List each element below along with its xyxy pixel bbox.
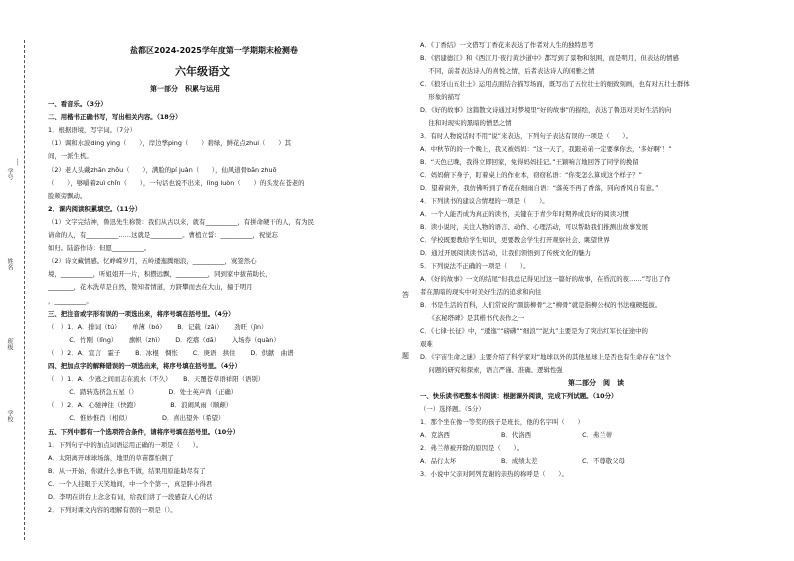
left-line: 三、把注音或字形有误的一项选出来，将序号填在括号里。（4分） — [48, 309, 235, 318]
fold-mark-1: 答 — [402, 291, 409, 299]
left-line: （1）调和水波ding ying（ ），岸边孳ping（ ）碧绿，鲜花点zhui（ ）其 — [48, 139, 291, 148]
right-column — [418, 0, 780, 561]
right-line: C．学校既要教给学生知识，更要教会学生打开观察社会、眺望世界 — [420, 236, 610, 244]
right-line: 不同，前者表达诗人的喜悦之情，后者表达诗人的闲雅之情 — [420, 67, 595, 75]
left-line: 脸颊旁飘动。 — [48, 191, 87, 200]
part2-heading: 第二部分 阅 读 — [568, 379, 624, 387]
right-line: 3．小说中父亲对阿列克谢的亲热的称呼是（ ）。 — [420, 470, 568, 478]
right-line: A．《丁香结》一文借写丁香花来表达了作者对人生的独特思考 — [420, 41, 594, 49]
right-line: D．《宇宙生命之谜》主要介绍了科学家对“地球以外的其他星球上是否也有生命存在”这个 — [420, 353, 672, 361]
left-line: 一、看音乐。（3分） — [48, 100, 107, 108]
binding-dashed-line — [24, 40, 25, 540]
right-line: 者在黑暗的现实中对美好生活的追求和向往 — [420, 288, 542, 296]
left-line: 1．根据语境，写字词。（7分） — [48, 126, 137, 135]
right-line: 5．下列说法不正确的一项是（ ）。 — [420, 262, 530, 270]
right-line: 1．那个坐在像一等奖的孩子是班长，他的名字叫（ ） — [420, 418, 584, 426]
right-line: 艰难 — [420, 340, 433, 348]
right-line: C．《七律·长征》中，“逶迤”“磅礴”“细浪”“泥丸”主要是为了突出红军长征途中的 — [420, 327, 648, 335]
right-line: 《玄秘塔碑》是其楷书代表作之一 — [420, 314, 525, 322]
left-line: D．李明在讲台上念念有词，给我们讲了一段感奋人心的话 — [48, 493, 213, 501]
class-label: 班级 — [6, 338, 13, 350]
binding-margin — [0, 0, 40, 561]
left-line: C．踏转选挤急五星（） D．处士英声尚（正确） — [48, 388, 238, 397]
right-line: 问题的研究和探索，语言严谨、准确、逻辑性强 — [420, 366, 563, 374]
right-line: B．“天色已晚，我得立即回家，免得妈妈挂记。”王颖响言地回答了同学的挽留 — [420, 158, 639, 166]
right-line: D．《好的故事》这篇散文诗通过对梦境里“好的故事”的描绘，表达了鲁迅对美好生活的向 — [420, 106, 672, 114]
right-line: A．《好的故事》一文的结尾“但我总记得见过这一篇好的故事，在昏沉的夜……”写出了作 — [420, 275, 671, 283]
subject-title: 六年级语文 — [175, 65, 230, 78]
left-line: ，__________。 — [48, 296, 93, 305]
left-line: （2）诗文藏情感。忆峥嵘岁月，五岭逶迤腾细浪，__________，寞签然心 — [48, 257, 257, 266]
left-line: 间，一派生机。 — [48, 152, 93, 161]
left-line: 1．下列句子中的加点词语运用正确的一项是（ ）。 — [48, 440, 203, 449]
left-line: 请命的人，有__________……这就是__________。曹植立誓：__________，祝觉忘 — [48, 231, 279, 239]
left-line: 四、把加点字的解释错误的一项选出来，将序号填在括号里。（4分） — [48, 362, 241, 370]
name-label: 姓名 — [6, 258, 13, 270]
left-line: C．竹刚（lǐng） 旗帜（zhì） D．疙瘩（dā） 入场券（quàn） — [48, 335, 280, 344]
right-line: 一、快乐读书吧整本书阅读：根据课外阅读，完成下列试题。（10分） — [420, 392, 618, 400]
left-line: C．一个人挂眼于天笑地间，中一个个第一，真是胖小得君 — [48, 479, 213, 488]
right-line: B．《宿建德江》和《西江月·夜行黄沙道中》都写到了景物和氛围，而是明月，但表达的情感 — [420, 54, 679, 62]
right-line: 往和对现实的黑暗的憎恶之情 — [420, 119, 512, 127]
left-line: （ ）2．A．宣言 霍子 B．冰棍 惆怅 C．庚语 拱住 D．供献 曲谱 — [48, 348, 294, 357]
left-line: （ ），够嚼着zuì chǐn（ ），一句话也说不出来，lìng luòn（ ）的头发在苍老的 — [48, 178, 305, 187]
left-line: （ ）1．A．少逃之间而志在流水（不久） B．天覆苍草语祥阳（语别） — [48, 375, 265, 384]
exam-title: 盐都区2024-2025学年度第一学期期末检测卷 — [130, 46, 298, 55]
right-line: A．品行太坏 B．成绩太差 C．不尊敬父母 — [420, 457, 625, 465]
right-line: 2．弗兰蒂被开除的原因是（ ）。 — [420, 444, 524, 452]
left-line: （1）文字完结神，鲁迅先生称赞：我们从古以来，就有__________，有拼命硬干的人，有为民 — [48, 217, 315, 226]
fold-mark-2: 题 — [402, 352, 409, 360]
left-line: 五、下列中都有一个选项符合条件，请将序号填在括号里。（10分） — [48, 427, 240, 436]
right-line: D．望着窗外，我仿佛听到了香花在细雨自语：“落英不再了香落，同向香风自有意。” — [420, 184, 659, 192]
right-line: 4．下列读书的建议合情理的一项是（ ）。 — [420, 197, 549, 205]
left-line: （ ）1．A．排词（tú） 单薄（bó） B．记载（zǎi） 劲旺（jìn） — [48, 322, 268, 331]
right-line: C．《狼牙山五壮士》运用点面结合描写场面，既写出了五位壮士的细致刻画，也有对五壮士群体 — [420, 80, 690, 88]
left-line: A．太阳离开球球场落，地里的草苗都怕荆了 — [48, 453, 174, 462]
left-line: 二、用楷书正确书写，写出相关内容。（18分） — [48, 113, 182, 122]
right-line: 形象的描写 — [420, 93, 461, 101]
left-line: （ ）2．A．心驰神往（快跑） B．浪闹风雨（顺颠） — [48, 401, 233, 410]
left-line: ________，花木洗草是自然，赞知者情道，方跻攀而去在大山，撞于明月 — [48, 283, 253, 292]
left-column — [40, 0, 395, 561]
left-line: C．惟妙惟肖（相似） D．喜出望外（希望） — [48, 414, 225, 423]
right-line: 3．有时人物说话时不用“说”来表达，下列句子表达有误的一项是（ ）。 — [420, 132, 632, 140]
right-line: B．读小说时，关注人物的语言、动作、心理活动，可以帮助我们推测出故事发展 — [420, 223, 649, 231]
left-line: B．从一开始，你就什么事也不做，结果用原能助尽有了 — [48, 466, 206, 475]
student-id-label: 学号 — [6, 168, 13, 180]
left-line: 2．下列对课文内容的理解有误的一项是（）。 — [48, 506, 177, 515]
right-line: A．一个人能否成为真正的读书，关键在于青少年时期养成良好的阅读习惯 — [420, 210, 629, 218]
right-line: C．妈妈俯下身子，盯着桌上的作业本，窃窃私语：“你变怎么算成这个样子？” — [420, 171, 642, 179]
left-line: 如归。陆游作诗：但愿__________。 — [48, 244, 151, 253]
right-line: A．克洛西 B．代洛西 C．弗兰蒂 — [420, 431, 613, 439]
name-blank: ┆ — [16, 159, 20, 166]
left-line: （2）老人头戴zhān zhōu（ ），满脸的pí juàn（ ），仙风道骨bān zhuō — [48, 165, 277, 174]
left-line: 2．课内阅读积累填空。（11分） — [48, 204, 142, 213]
part1-heading: 第一部分 积累与运用 — [150, 85, 220, 93]
right-line: B．书是生活的百科，人们常说的“颜筋柳骨”之“柳骨”就是指柳公权的书法瘦硬挺拔。 — [420, 301, 662, 309]
right-line: A．中秋节的的一个晚上，我又被妈妈：“这一天了，我跟弟弟一定要拿你去，‘多好啊’！” — [420, 145, 672, 153]
right-line: D．通过开展阅读读书活动，让我们领悟到了传统文化的魅力 — [420, 249, 592, 257]
left-line: 境，__________，听姐姐开一片，积攒远飘，__________，同到家中拔苗助长， — [48, 270, 272, 279]
school-label: 学校 — [6, 410, 13, 422]
right-line: （一）选择题。（5分） — [420, 405, 485, 413]
